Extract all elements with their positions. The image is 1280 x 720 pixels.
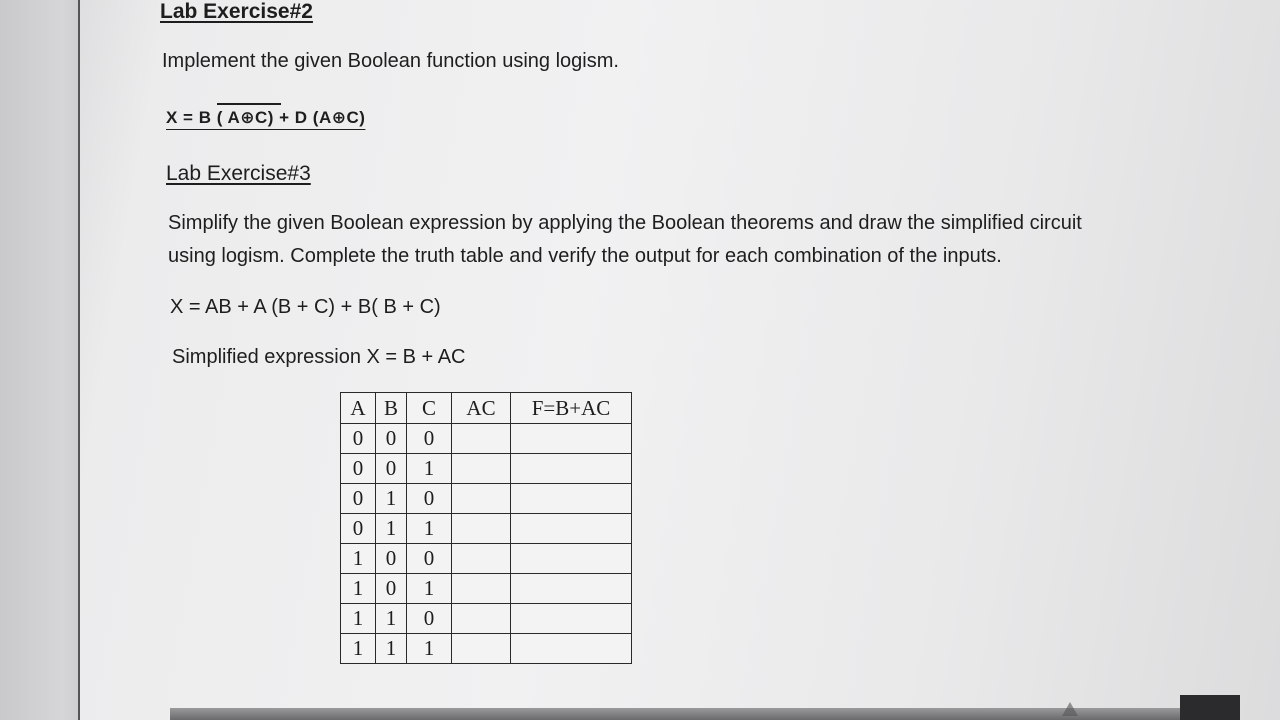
cell-f[interactable] (511, 514, 632, 544)
cell-f[interactable] (511, 604, 632, 634)
cell-f[interactable] (511, 544, 632, 574)
table-row (341, 424, 632, 454)
cell-ac[interactable] (452, 454, 511, 484)
cell-c: 1 (407, 634, 452, 664)
header-ac: AC (452, 393, 511, 424)
cell-b: 0 (376, 574, 407, 604)
cell-ac[interactable] (452, 634, 511, 664)
cell-c: 1 (407, 454, 452, 484)
cell-ac[interactable] (452, 544, 511, 574)
header-a: A (341, 393, 376, 424)
cell-a: 1 (341, 574, 376, 604)
cell-b: 1 (376, 604, 407, 634)
table-row (341, 574, 632, 604)
cell-b: 1 (376, 514, 407, 544)
screen-corner-dark (1180, 695, 1240, 720)
table-row (341, 454, 632, 484)
cell-b: 0 (376, 424, 407, 454)
exercise3-instruction-line2: using logism. Complete the truth table and verify the output for each combination of the inputs. (168, 245, 1002, 267)
truth-table-header-row (341, 393, 632, 424)
cell-c: 0 (407, 424, 452, 454)
cell-f[interactable] (511, 574, 632, 604)
cell-b: 0 (376, 544, 407, 574)
cell-a: 0 (341, 424, 376, 454)
cell-a: 1 (341, 634, 376, 664)
table-row (341, 544, 632, 574)
mouse-cursor-icon (1062, 702, 1078, 716)
cell-f[interactable] (511, 454, 632, 484)
cell-c: 0 (407, 544, 452, 574)
cell-c: 0 (407, 484, 452, 514)
cell-c: 1 (407, 514, 452, 544)
header-c: C (407, 393, 452, 424)
cell-b: 1 (376, 634, 407, 664)
table-row (341, 604, 632, 634)
cell-a: 0 (341, 514, 376, 544)
header-b: B (376, 393, 407, 424)
cell-ac[interactable] (452, 604, 511, 634)
cell-ac[interactable] (452, 574, 511, 604)
simplified-expression: Simplified expression X = B + AC (172, 346, 466, 368)
exercise2-formula: X = B ( A⊕C) + D (A⊕C) (166, 108, 366, 127)
formula-overline (217, 103, 281, 105)
cell-f[interactable] (511, 634, 632, 664)
cell-ac[interactable] (452, 424, 511, 454)
truth-table (340, 392, 632, 664)
cell-c: 0 (407, 604, 452, 634)
cell-b: 1 (376, 484, 407, 514)
exercise3-instruction-line1: Simplify the given Boolean expression by applying the Boolean theorems and draw the simplified circuit (168, 212, 1082, 234)
cell-ac[interactable] (452, 514, 511, 544)
document-page (80, 0, 1280, 720)
cell-a: 1 (341, 604, 376, 634)
header-f: F=B+AC (511, 393, 632, 424)
cell-ac[interactable] (452, 484, 511, 514)
exercise2-heading: Lab Exercise#2 (160, 0, 313, 23)
table-row (341, 514, 632, 544)
cell-a: 0 (341, 454, 376, 484)
table-row (341, 634, 632, 664)
exercise3-heading: Lab Exercise#3 (166, 162, 311, 185)
cell-b: 0 (376, 454, 407, 484)
cell-f[interactable] (511, 484, 632, 514)
page-left-margin (0, 0, 80, 720)
cell-f[interactable] (511, 424, 632, 454)
table-row (341, 484, 632, 514)
exercise2-instruction: Implement the given Boolean function using logism. (162, 50, 619, 72)
cell-c: 1 (407, 574, 452, 604)
cell-a: 0 (341, 484, 376, 514)
boolean-expression: X = AB + A (B + C) + B( B + C) (170, 296, 441, 318)
cell-a: 1 (341, 544, 376, 574)
